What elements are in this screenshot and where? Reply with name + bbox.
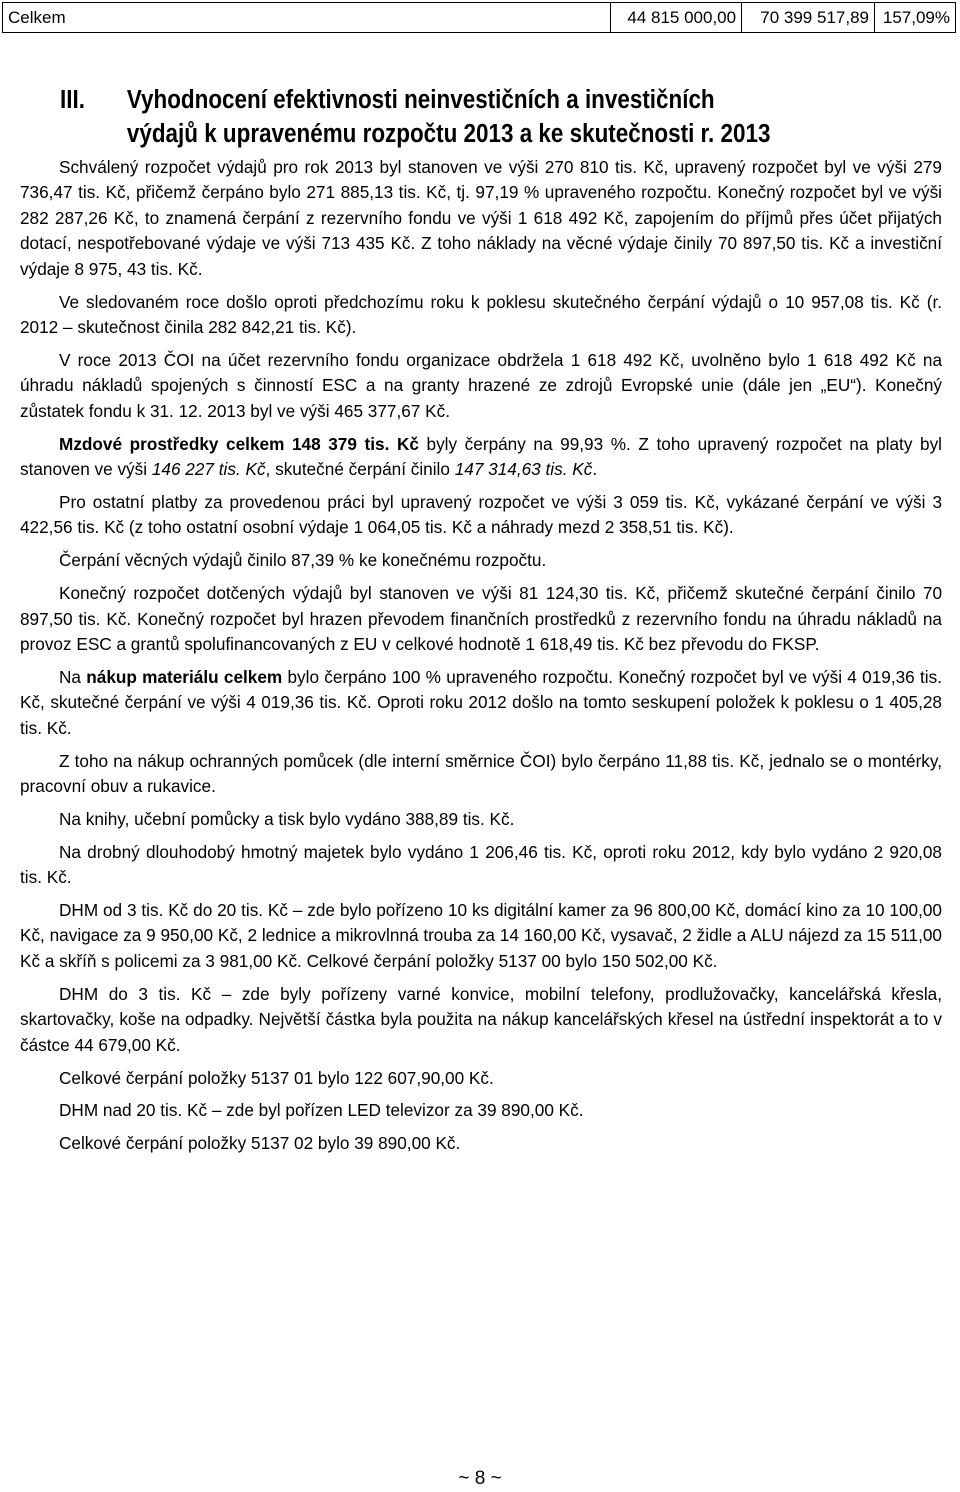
material-bold: nákup materiálu celkem [86,666,283,687]
section-number: III. [60,86,85,114]
summary-row [3,3,956,33]
paragraph-other-payments: Pro ostatní platby za provedenou práci byl upravený rozpočet ve výši 3 059 tis. Kč, vykázané čerpání ve výši 3 422,56 tis. Kč (z toho ostatní osobní výdaje 1 064,05 tis. Kč a náhrady mezd 2 358,51 tis. Kč). [20,491,942,538]
paragraph-item-5137-01: Celkové čerpání položky 5137 01 bylo 122 607,90,00 Kč. [59,1067,494,1088]
summary-label: Celkem [3,3,611,33]
paragraph-budget-overview: Schválený rozpočet výdajů pro rok 2013 byl stanoven ve výši 270 810 tis. Kč, upravený rozpočet byl ve výši 279 736,47 tis. Kč, přičemž čerpáno bylo 271 885,13 tis. Kč, tj. 97,19 % upraveného rozpočtu. Konečný rozpočet byl ve výši 282 287,26 Kč, to znamená čerpání z rezervního fondu ve výši 1 618 492 Kč, zapojením do příjmů přes účet přijatých dotací, nespotřebované výdaje ve výši 713 435 Kč. Z toho náklady na věcné výdaje činily 70 897,50 tis. Kč a investiční výdaje 8 975, 43 tis. Kč. [20,157,942,279]
summary-table [2,2,956,33]
salary-actual-italic: 147 314,63 tis. Kč [454,458,593,479]
paragraph-item-5137-02: Celkové čerpání položky 5137 02 bylo 39 890,00 Kč. [59,1133,461,1154]
salary-text-3: . [592,458,598,479]
salary-funds-bold: Mzdové prostředky celkem 148 379 tis. Kč [59,433,419,454]
paragraph-year-comparison: Ve sledovaném roce došlo oproti předchozímu roku k poklesu skutečného čerpání výdajů o 10 957,08 tis. Kč (r. 2012 – skutečnost činila 282 842,21 tis. Kč). [20,291,942,337]
salary-budget-italic: 146 227 tis. Kč [151,458,266,479]
section-title-line-1: Vyhodnocení efektivnosti neinvestičních a investičních [126,86,715,114]
page-number: ~ 8 ~ [458,1468,502,1489]
paragraph-dhm-under-3: DHM do 3 tis. Kč – zde byly pořízeny varné konvice, mobilní telefony, prodlužovačky, kancelářská křesla, skartovačky, koše na odpadky. Největší částka byla použita na nákup kancelářských křesel na ústřední inspektorát a to v částce 44 679,00 Kč. [20,983,942,1055]
material-text-2: bylo čerpáno 100 % upraveného rozpočtu. Konečný rozpočet byl ve výši 4 019,36 tis. Kč, skutečné čerpání ve výši 4 019,36 tis. Kč. Oproti roku 2012 došlo na tomto seskupení položek k poklesu o 1 405,28 tis. Kč. [20,666,942,738]
summary-value-3: 157,09% [874,3,955,33]
paragraph-books: Na knihy, učební pomůcky a tisk bylo vydáno 388,89 tis. Kč. [59,808,515,829]
paragraph-dhm-3-20: DHM od 3 tis. Kč do 20 tis. Kč – zde bylo pořízeno 10 ks digitální kamer za 96 800,00 Kč, domácí kino za 10 100,00 Kč, navigace za 9 950,00 Kč, 2 lednice a mikrovlnná trouba za 14 160,00 Kč, vysavač, 2 židle a ALU nájezd za 15 511,00 Kč a skříň s policemi za 3 981,00 Kč. Celkové čerpání položky 5137 00 bylo 150 502,00 Kč. [20,900,942,971]
body-text [20,155,942,1164]
paragraph-protective-aids: Z toho na nákup ochranných pomůcek (dle interní směrnice ČOI) bylo čerpáno 11,88 tis. Kč, jednalo se o montérky, pracovní obuv a rukavice. [20,750,942,796]
paragraph-reserve-fund: V roce 2013 ČOI na účet rezervního fondu organizace obdržela 1 618 492 Kč, uvolněno bylo 1 618 492 Kč na úhradu nákladů spojených s činností ESC a na granty hrazené ze zdrojů Evropské unie (dále jen „EU“). Konečný zůstatek fondu k 31. 12. 2013 byl ve výši 465 377,67 Kč. [20,349,942,421]
summary-value-2: 70 399 517,89 [742,3,875,33]
salary-text-2: , skutečné čerpání činilo [265,458,455,479]
summary-value-1: 44 815 000,00 [611,3,742,33]
material-text-1: Na [59,666,87,687]
salary-text-1: byly čerpány na 99,93 %. Z toho upravený rozpočet na platy byl stanoven ve výši [20,433,942,479]
paragraph-material-purchase [20,665,942,741]
paragraph-final-budget: Konečný rozpočet dotčených výdajů byl stanoven ve výši 81 124,30 tis. Kč, přičemž skutečné čerpání činilo 70 897,50 tis. Kč. Konečný rozpočet byl hrazen převodem finančních prostředků z rezervního fondu na úhradu nákladů na provoz ESC a grantů spolufinancovaných z EU v celkové hodnotě 1 618,49 tis. Kč bez převodu do FKSP. [20,583,942,654]
paragraph-small-assets: Na drobný dlouhodobý hmotný majetek bylo vydáno 1 206,46 tis. Kč, oproti roku 2012, kdy bylo vydáno 2 920,08 tis. Kč. [20,841,942,888]
section-title-line-2: výdajů k upravenému rozpočtu 2013 a ke skutečnosti r. 2013 [126,120,771,148]
paragraph-dhm-over-20: DHM nad 20 tis. Kč – zde byl pořízen LED televizor za 39 890,00 Kč. [59,1100,584,1121]
paragraph-salary-funds [20,432,942,483]
paragraph-material-spending: Čerpání věcných výdajů činilo 87,39 % ke konečnému rozpočtu. [59,550,547,571]
